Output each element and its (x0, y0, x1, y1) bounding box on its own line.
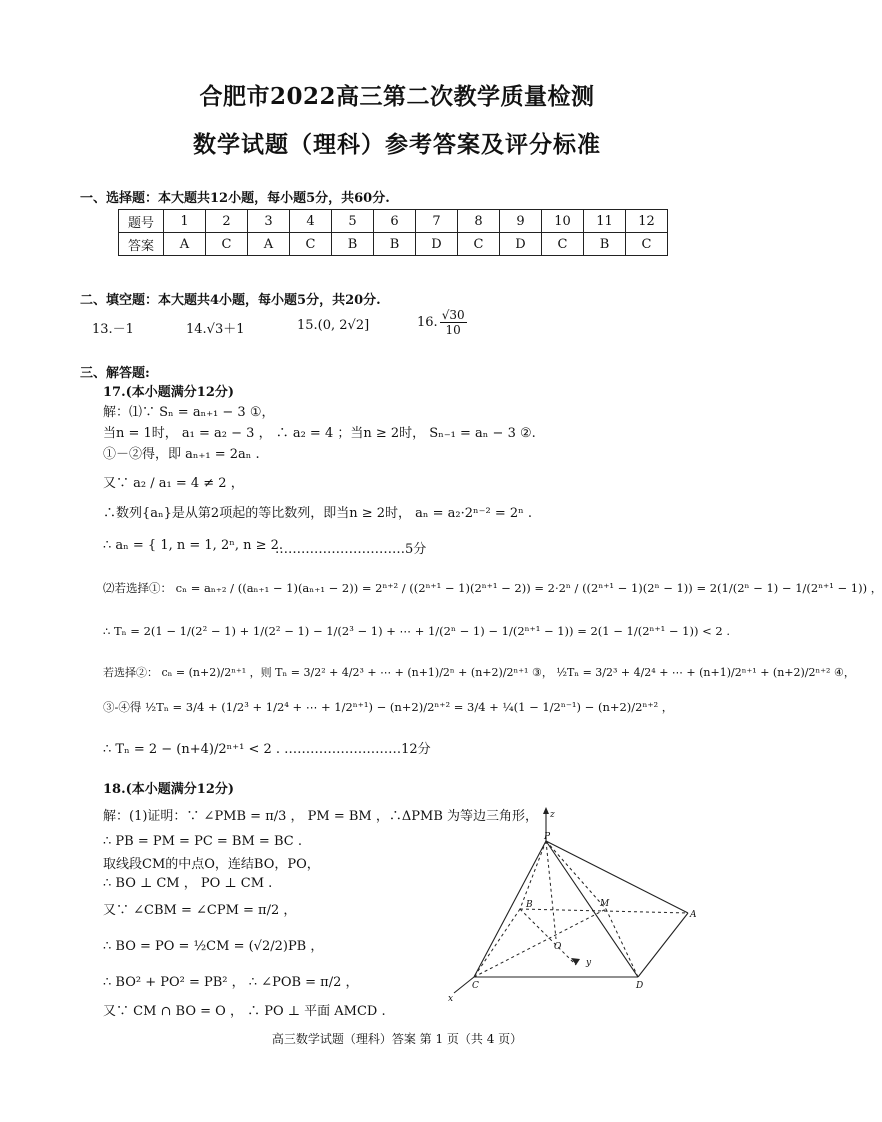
table-cell: 9 (500, 210, 542, 233)
table-cell: 5 (332, 210, 374, 233)
table-cell: A (164, 233, 206, 256)
q17-heading: 17.(本小题满分12分) (103, 385, 235, 400)
q17-line-4: 又∵ a₂ / a₁ = 4 ≠ 2 ， (103, 476, 244, 491)
z-arrow-icon (543, 807, 549, 814)
q17-score-5: …………………………5分 (275, 542, 427, 557)
label-P: P (544, 832, 551, 842)
answer-16 (417, 308, 469, 337)
table-cell: 4 (290, 210, 332, 233)
q18-line-7: ∴ BO² + PO² = PB² ， ∴ ∠POB = π/2 ， (103, 975, 359, 990)
q17-line-2: 当n = 1时， a₁ = a₂ − 3 ， ∴ a₂ = 4 ；当n ≥ 2时， Sₙ₋₁ = aₙ − 3 ②. (103, 426, 536, 441)
q18-line-2: ∴ PB = PM = PC = BM = BC . (103, 834, 302, 849)
document-title: 合肥市2022高三第二次教学质量检测 (199, 83, 595, 110)
page-footer: 高三数学试题（理科）答案 第 1 页（共 4 页） (271, 1032, 523, 1046)
section2-heading: 二、填空题：本大题共4小题，每小题5分，共20分. (80, 293, 381, 308)
answer-13: 13.－1 (92, 322, 134, 337)
section1-heading: 一、选择题：本大题共12小题，每小题5分，共60分. (80, 191, 390, 206)
q18-line-1: 解：(1)证明：∵ ∠PMB = π/3 ， PM = BM ，∴ΔPMB 为等边三角形， (103, 809, 539, 824)
fraction-denominator: 10 (445, 323, 461, 337)
table-cell: 10 (542, 210, 584, 233)
answer-16-prefix: 16. (417, 315, 438, 330)
q18-line-3: 取线段CM的中点O，连结BO，PO， (103, 857, 320, 872)
q17-line-6: ∴ aₙ = { 1, n = 1, 2ⁿ, n ≥ 2. (103, 538, 284, 553)
q18-line-4: ∴ BO ⊥ CM ， PO ⊥ CM . (103, 876, 273, 891)
table-cell: C (626, 233, 668, 256)
q18-heading: 18.(本小题满分12分) (103, 782, 235, 797)
q17-line-7: ⑵若选择①： cₙ = aₙ₊₂ / ((aₙ₊₁ − 1)(aₙ₊₁ − 2)) = 2ⁿ⁺² / ((2ⁿ⁺¹ − 1)(2ⁿ⁺¹ − 2)) = 2·2ⁿ / ((2ⁿ⁺¹ − 1)(2ⁿ − 1)) = 2(1/(2ⁿ − 1) − 1/(2ⁿ⁺¹ − 1)) ， (103, 581, 882, 595)
table-cell: B (584, 233, 626, 256)
q17-line-10: ③-④得 ½Tₙ = 3/4 + (1/2³ + 1/2⁴ + ⋯ + 1/2ⁿ⁺¹) − (n+2)/2ⁿ⁺² = 3/4 + ¼(1 − 1/2ⁿ⁻¹) − (n+2)/2ⁿ⁺² ， (103, 700, 674, 714)
q17-line-1: 解：⑴∵ Sₙ = aₙ₊₁ − 3 ①， (103, 405, 275, 420)
edge-PA (546, 841, 688, 913)
section3-heading: 三、解答题: (80, 366, 150, 381)
q17-line-5: ∴数列{aₙ}是从第2项起的等比数列，即当n ≥ 2时， aₙ = a₂·2ⁿ⁻² = 2ⁿ . (103, 506, 533, 521)
table-cell: D (416, 233, 458, 256)
table-row-numbers (119, 210, 668, 233)
q18-line-8: 又∵ CM ∩ BO = O ， ∴ PO ⊥ 平面 AMCD . (103, 1004, 386, 1019)
table-row-answers (119, 233, 668, 256)
label-x: x (448, 994, 454, 1004)
document-subtitle: 数学试题（理科）参考答案及评分标准 (193, 131, 601, 158)
table-cell: 1 (164, 210, 206, 233)
pyramid-figure (440, 805, 700, 1005)
table-cell-label: 题号 (119, 210, 164, 233)
table-cell: 6 (374, 210, 416, 233)
edge-PM (546, 841, 606, 909)
y-axis (520, 909, 576, 965)
table-cell: B (332, 233, 374, 256)
table-cell: 7 (416, 210, 458, 233)
edge-PC (474, 841, 546, 977)
table-cell: C (290, 233, 332, 256)
q18-line-5: 又∵ ∠CBM = ∠CPM = π/2 ， (103, 903, 297, 918)
edge-BC (474, 909, 520, 977)
edge-PD (546, 841, 638, 977)
table-cell: C (542, 233, 584, 256)
edge-PB (520, 841, 546, 909)
label-A: A (690, 910, 697, 920)
table-cell: B (374, 233, 416, 256)
edge-MD (606, 909, 638, 977)
table-cell: A (248, 233, 290, 256)
label-M: M (600, 899, 610, 909)
q17-line-11: ∴ Tₙ = 2 − (n+4)/2ⁿ⁺¹ < 2 . ………………………12分 (103, 742, 431, 757)
x-axis (454, 977, 474, 993)
label-D: D (636, 981, 644, 991)
label-z: z (550, 810, 555, 820)
answer-14: 14.√3＋1 (186, 322, 245, 337)
answer-15: 15.(0, 2√2] (297, 318, 370, 333)
table-cell: 11 (584, 210, 626, 233)
q18-line-6: ∴ BO = PO = ½CM = (√2/2)PB ， (103, 939, 324, 954)
edge-PO (546, 841, 556, 939)
table-cell-label: 答案 (119, 233, 164, 256)
table-cell: 12 (626, 210, 668, 233)
label-C: C (472, 981, 479, 991)
label-B: B (526, 900, 533, 910)
table-cell: C (206, 233, 248, 256)
fraction-numerator: √30 (441, 308, 465, 322)
edge-DA (638, 913, 688, 977)
answer-table (118, 209, 668, 256)
table-cell: 8 (458, 210, 500, 233)
answer-16-fraction (440, 308, 467, 337)
table-cell: C (458, 233, 500, 256)
table-cell: 2 (206, 210, 248, 233)
table-cell: D (500, 233, 542, 256)
q17-line-8: ∴ Tₙ = 2(1 − 1/(2² − 1) + 1/(2² − 1) − 1/(2³ − 1) + ⋯ + 1/(2ⁿ − 1) − 1/(2ⁿ⁺¹ − 1)) = 2(1 − 1/(2ⁿ⁺¹ − 1)) < 2 . (103, 624, 731, 638)
q17-line-3: ①－②得，即 aₙ₊₁ = 2aₙ . (103, 447, 260, 462)
label-O: O (554, 942, 562, 952)
q17-line-9: 若选择②： cₙ = (n+2)/2ⁿ⁺¹ ，则 Tₙ = 3/2² + 4/2³ + ⋯ + (n+1)/2ⁿ + (n+2)/2ⁿ⁺¹ ③， ½Tₙ = 3/2³ + 4/2⁴ + ⋯ + (n+1)/2ⁿ⁺¹ + (n+2)/2ⁿ⁺² ④， (103, 666, 855, 679)
table-cell: 3 (248, 210, 290, 233)
label-y: y (586, 958, 592, 968)
